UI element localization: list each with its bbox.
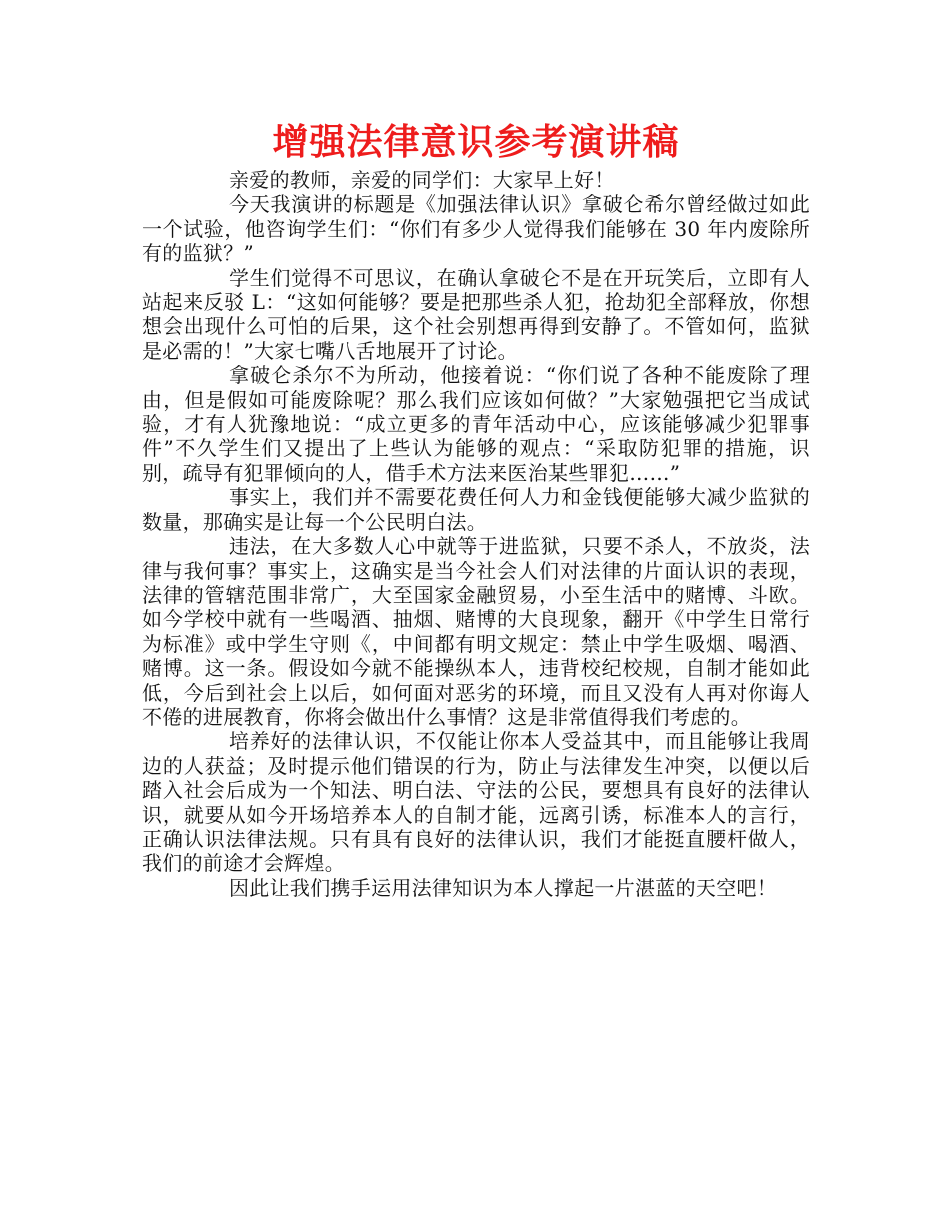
paragraph-fact: 事实上，我们并不需要花费任何人力和金钱便能够大减少监狱的数量，那确实是让每一个公民明白法。 bbox=[142, 485, 810, 534]
paragraph-intro: 今天我演讲的标题是《加强法律认识》拿破仑希尔曾经做过如此一个试验，他咨询学生们：“你们有多少人觉得我们能够在 30 年内废除所有的监狱？” bbox=[142, 192, 810, 266]
paragraph-greeting: 亲爱的教师，亲爱的同学们：大家早上好！ bbox=[229, 168, 615, 192]
paragraph-cultivate: 培养好的法律认识，不仅能让你本人受益其中，而且能够让我周边的人获益；及时提示他们错误的行为，防止与法律发生冲突，以便以后踏入社会后成为一个知法、明白法、守法的公民，要想具有良好的法律认识，就要从如今开场培养本人的自制才能，远离引诱，标准本人的言行，正确认识法律法规。只有具有良好的法律认识，我们才能挺直腰杆做人，我们的前途才会辉煌。 bbox=[142, 729, 810, 876]
document-page bbox=[142, 118, 810, 900]
paragraph-napoleon-reply: 拿破仑杀尔不为所动，他接着说：“你们说了各种不能废除了理由，但是假如可能废除呢？那么我们应该如何做？”大家勉强把它当成试验，才有人犹豫地说：“成立更多的青年活动中心，应该能够减少犯罪事件”不久学生们又提出了上些认为能够的观点：“采取防犯罪的措施，识别，疏导有犯罪倾向的人，借手术方法来医治某些罪犯……” bbox=[142, 363, 810, 485]
document-title: 增强法律意识参考演讲稿 bbox=[272, 122, 680, 163]
paragraph-students-reaction: 学生们觉得不可思议，在确认拿破仑不是在开玩笑后，立即有人站起来反驳 L：“这如何能够？要是把那些杀人犯，抢劫犯全部释放，你想想会出现什么可怕的后果，这个社会别想再得到安静了。不管如何，监狱是必需的！”大家七嘴八舌地展开了讨论。 bbox=[142, 265, 810, 363]
paragraph-violation: 违法，在大多数人心中就等于进监狱，只要不杀人，不放炎，法律与我何事？事实上，这确实是当今社会人们对法律的片面认识的表现，法律的管辖范围非常广，大至国家金融贸易，小至生活中的赌博、斗欧。如今学校中就有一些喝酒、抽烟、赌博的大良现象，翻开《中学生日常行为标准》或中学生守则《，中间都有明文规定：禁止中学生吸烟、喝酒、赌博。这一条。假设如今就不能操纵本人，违背校纪校规，自制才能如此低，今后到社会上以后，如何面对恶劣的环境，而且又没有人再对你诲人不倦的进展教育，你将会做出什么事情？这是非常值得我们考虑的。 bbox=[142, 534, 810, 729]
paragraph-closing: 因此让我们携手运用法律知识为本人撑起一片湛蓝的天空吧！ bbox=[229, 875, 778, 900]
